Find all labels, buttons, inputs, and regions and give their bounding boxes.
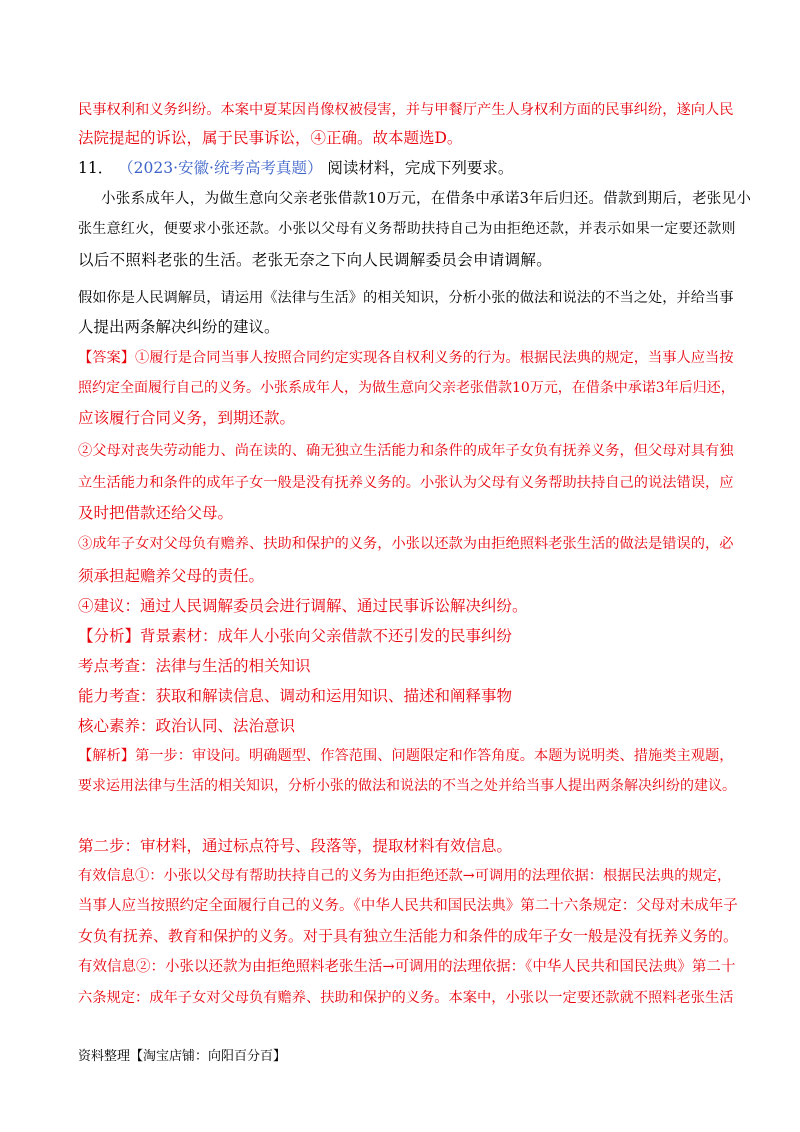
answer-line: 须承担起赡养父母的责任。 [78,567,265,585]
material-text-line: 以后不照料老张的生活。老张无奈之下向人民调解委员会申请调解。 [78,251,553,269]
question-header [78,158,738,178]
question-source: （2023·安徽·统考高考真题） [118,159,323,177]
answer-line: ②父母对丧失劳动能力、尚在读的、确无独立生活能力和条件的成年子女负有抚养义务，但父母对具有独 [78,443,734,459]
page-footer: 资料整理【淘宝店铺：向阳百分百】 [78,1049,287,1064]
answer-line: ④建议：通过人民调解委员会进行调解、通过民事诉讼解决纠纷。 [78,597,528,615]
question-prompt: 阅读材料，完成下列要求。 [327,159,514,177]
question-text-line: 人提出两条解决纠纷的建议。 [78,318,280,336]
explanation-line: 当事人应当按照约定全面履行自己的义务。《中华人民共和国民法典》第二十六条规定：父母对未成年子 [78,898,738,914]
material-text-line: 张生意红火，便要求小张还款。小张以父母有义务帮助扶持自己为由拒绝还款，并表示如果一定要还款则 [78,221,736,237]
answer-line: 【答案】①履行是合同当事人按照合同约定实现各自权利义务的行为。根据民法典的规定，当事人应当按 [78,350,734,366]
explanation-line: 第二步：审材料，通过标点符号、段落等，提取材料有效信息。 [78,837,513,855]
material-text-line: 小张系成年人，为做生意向父亲老张借款10万元，在借条中承诺3年后归还。借款到期后，老张见小 [101,191,752,207]
answer-line: 应该履行合同义务，到期还款。 [78,409,296,427]
analysis-line: 考点考查：法律与生活的相关知识 [78,657,311,675]
answer-line: 及时把借款还给父母。 [78,504,234,522]
explanation-line: 女负有抚养、教育和保护的义务。对于具有独立生活能力和条件的成年子女一般是没有抚养义务的。 [78,927,739,945]
answer-text-line: 法院提起的诉讼，属于民事诉讼，④正确。故本题选D。 [78,129,463,147]
explanation-line: 六条规定：成年子女对父母负有赡养、扶助和保护的义务。本案中，小张以一定要还款就不照料老张生活 [78,990,734,1006]
question-text-line: 假如你是人民调解员，请运用《法律与生活》的相关知识，分析小张的做法和说法的不当之处，并给当事 [78,290,734,306]
analysis-line: 能力考查：获取和解读信息、调动和运用知识、描述和阐释事物 [78,687,513,705]
explanation-line: 【解析】第一步：审设问。明确题型、作答范围、问题限定和作答角度。本题为说明类、措施类主观题， [78,748,734,764]
explanation-line: 有效信息①：小张以父母有帮助扶持自己的义务为由拒绝还款→可调用的法理依据：根据民法典的规定， [78,868,732,884]
analysis-line: 核心素养：政治认同、法治意识 [78,717,296,735]
answer-line: 照约定全面履行自己的义务。小张系成年人，为做生意向父亲老张借款10万元，在借条中承诺3年后归还， [78,380,735,396]
answer-line: 立生活能力和条件的成年子女一般是没有抚养义务的。小张认为父母有义务帮助扶持自己的说法错误，应 [78,475,734,491]
answer-text-line: 民事权利和义务纠纷。本案中夏某因肖像权被侵害，并与甲餐厅产生人身权利方面的民事纠纷，遂向人民 [78,102,734,118]
explanation-line: 有效信息②：小张以还款为由拒绝照料老张生活→可调用的法理依据：《中华人民共和国民法典》第二十 [78,959,736,975]
analysis-line: 【分析】背景素材：成年人小张向父亲借款不还引发的民事纠纷 [78,627,513,645]
question-number: 11． [78,159,114,177]
answer-line: ③成年子女对父母负有赡养、扶助和保护的义务，小张以还款为由拒绝照料老张生活的做法是错误的，必 [78,536,734,552]
explanation-line: 要求运用法律与生活的相关知识，分析小张的做法和说法的不当之处并给当事人提出两条解决纠纷的建议。 [78,778,736,794]
